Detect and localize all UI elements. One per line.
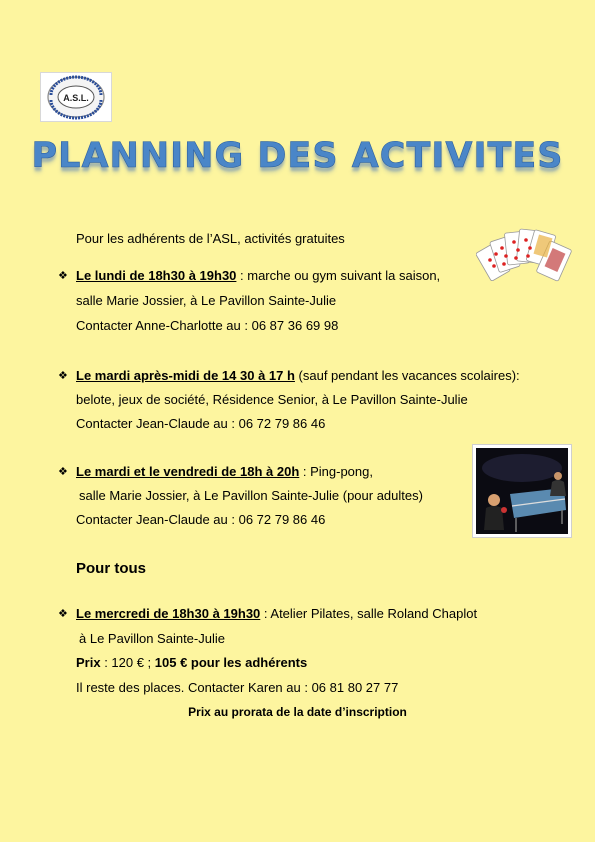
page-title: PLANNING DES ACTIVITES bbox=[31, 136, 564, 176]
activity-1-desc: : marche ou gym suivant la saison, bbox=[236, 268, 441, 283]
activity-1-header bbox=[76, 268, 440, 284]
pilates-schedule: Le mercredi de 18h30 à 19h30 bbox=[76, 606, 261, 621]
activity-1-contact: Contacter Anne-Charlotte au : 06 87 36 69 98 bbox=[76, 318, 339, 333]
activity-3-schedule: Le mardi et le vendredi de 18h à 20h bbox=[76, 464, 300, 479]
pilates-price bbox=[76, 655, 307, 671]
activity-2-schedule: Le mardi après-midi de 14 30 à 17 h bbox=[76, 368, 295, 383]
prorata-note: Prix au prorata de la date d’inscription bbox=[188, 705, 407, 719]
pilates-header bbox=[76, 606, 477, 622]
pilates-contact: Il reste des places. Contacter Karen au : 06 81 80 27 77 bbox=[76, 680, 399, 695]
activity-3-desc: : Ping-pong, bbox=[299, 464, 373, 479]
price-label: Prix bbox=[76, 655, 101, 670]
intro-text: Pour les adhérents de l’ASL, activités gratuites bbox=[76, 231, 345, 246]
logo-text: A.S.L. bbox=[63, 93, 89, 103]
activity-1-location: salle Marie Jossier, à Le Pavillon Sainte-Julie bbox=[76, 293, 337, 308]
price-members: 105 € pour les adhérents bbox=[154, 655, 308, 670]
price-value: : 120 € ; bbox=[100, 655, 155, 670]
activity-2-location: belote, jeux de société, Résidence Senior, à Le Pavillon Sainte-Julie bbox=[76, 392, 468, 407]
activity-2-header bbox=[76, 368, 520, 384]
asl-logo-graphic bbox=[41, 73, 111, 121]
diamond-bullet-icon: ❖ bbox=[58, 370, 68, 382]
section-heading-all: Pour tous bbox=[76, 560, 146, 577]
diamond-bullet-icon: ❖ bbox=[58, 608, 68, 620]
activity-2-desc: (sauf pendant les vacances scolaires): bbox=[294, 368, 520, 383]
pilates-location: à Le Pavillon Sainte-Julie bbox=[79, 631, 225, 646]
pilates-desc: : Atelier Pilates, salle Roland Chaplot bbox=[260, 606, 478, 621]
playing-cards-icon bbox=[476, 224, 580, 294]
activity-3-header bbox=[76, 464, 373, 480]
activity-2-contact: Contacter Jean-Claude au : 06 72 79 86 46 bbox=[76, 416, 326, 431]
activity-1-schedule: Le lundi de 18h30 à 19h30 bbox=[76, 268, 237, 283]
diamond-bullet-icon: ❖ bbox=[58, 270, 68, 282]
ping-pong-photo bbox=[472, 444, 572, 538]
activity-3-location: salle Marie Jossier, à Le Pavillon Sainte-Julie (pour adultes) bbox=[79, 488, 423, 503]
activity-3-contact: Contacter Jean-Claude au : 06 72 79 86 46 bbox=[76, 512, 326, 527]
diamond-bullet-icon: ❖ bbox=[58, 466, 68, 478]
asl-logo bbox=[40, 72, 112, 122]
